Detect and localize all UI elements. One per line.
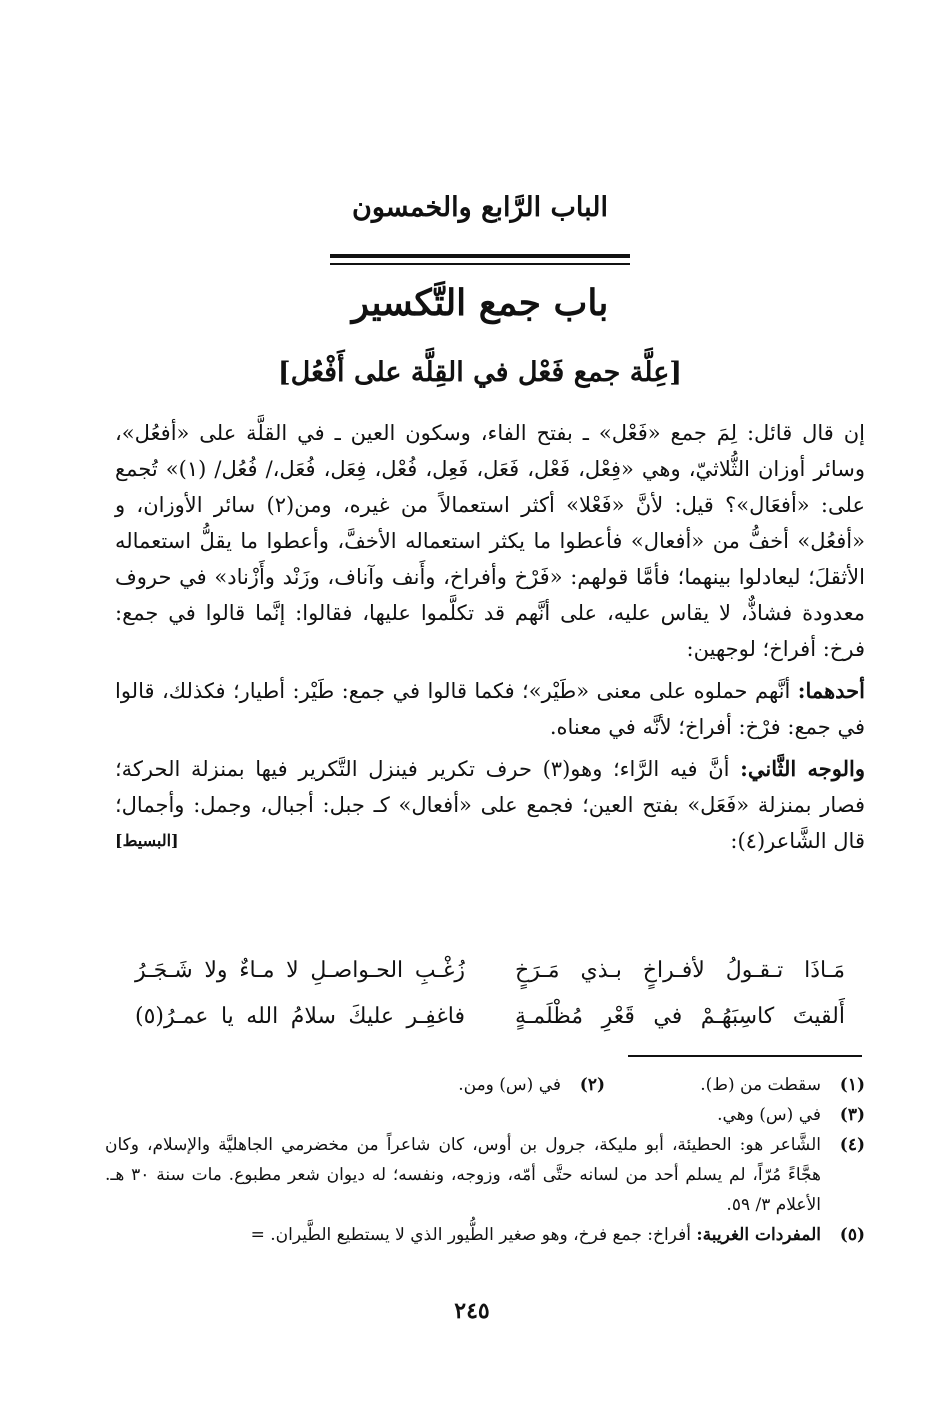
footnote-separator <box>628 1055 862 1057</box>
footnote-1-number: (١) <box>839 1075 865 1095</box>
footnote-5 <box>105 1220 865 1250</box>
heading-rule-thick <box>330 254 630 258</box>
chapter-heading: الباب الرَّابع والخمسون <box>352 192 608 223</box>
footnote-2-number: (٢) <box>579 1075 605 1095</box>
page-title: باب جمع التَّكسير <box>351 282 609 324</box>
heading-rule-thin <box>330 263 630 265</box>
footnote-4-text: الشَّاعر هو: الحطيئة، أبو مليكة، جرول بن أوس، كان شاعراً من مخضرمي الجاهليَّة والإسلام، وكان هجَّاءً مُرّاً، لم يسلم أحد من لسانه حتَّى أمّه، وزوجه، ونفسه؛ له ديوان شعر مطبوع. مات سنة ٣٠ هـ. الأعلام ٣/ ٥٩. <box>105 1135 821 1215</box>
footnote-5-number: (٥) <box>839 1225 865 1245</box>
footnote-3-number: (٣) <box>839 1105 865 1125</box>
paragraph-1: إن قال قائل: لِمَ جمع «فَعْل» ـ بفتح الفاء، وسكون العين ـ في القلَّة على «أفعُل»، وسائر أوزان الثُّلاثيّ، وهي «فِعْل، فَعْل، فَعَل، فَعِل، فُعْل، فِعَل، فُعَل،/ فُعُل/ (١)» تُجمع على: «أفعَال»؟ قيل: لأنَّ «فَعْلا» أكثر استعمالاً من غيره، ومن(٢) سائر الأوزان، و «أفعُل» أخفُّ من «أفعال» فأعطوا ما يكثر استعماله الأخفَّ، وأعطوا ما يقلُّ استعماله الأثقلَ؛ ليعادلوا بينهما؛ فأمَّا قولهم: «فَرْخ وأفراخ، وأَنف وآناف، وزَنْد وأَزْناد» في حروف معدودة فشاذٌّ، لا يقاس عليه، على أنَّهم قد تكلَّموا عليها، فقالوا: إنَّما قالوا في جمع: فرخ: أفراخ؛ لوجهين: <box>115 421 865 661</box>
footnote-4-number: (٤) <box>839 1135 865 1155</box>
footnote-3-text: في (س) وهي. <box>717 1105 821 1125</box>
verse-line-2 <box>135 994 845 1040</box>
footnote-1-text: سقطت من (ط). <box>700 1075 821 1095</box>
footnote-3 <box>105 1100 865 1130</box>
paragraph-2 <box>115 673 865 745</box>
footnote-row-1-2 <box>105 1070 865 1100</box>
verse-line-1-second-hemistich: زُغْـبِ الحـواصـلِ لا مـاءٌ ولا شَـجَـرُ <box>135 958 465 983</box>
footnote-2-text: في (س) ومن. <box>458 1075 561 1095</box>
footnote-2 <box>345 1070 605 1100</box>
footnote-5-lead: المفردات الغريبة: <box>696 1225 821 1245</box>
verse-line-1 <box>135 948 845 994</box>
main-text <box>115 415 865 865</box>
footnote-5-text <box>105 1220 821 1250</box>
footnote-4 <box>105 1130 865 1220</box>
paragraph-3 <box>115 751 865 859</box>
meter-label: [البسيط] <box>115 831 179 850</box>
footnotes <box>105 1070 865 1250</box>
paragraph-2-lead: أحدهما: <box>797 678 865 703</box>
page-number: ٢٤٥ <box>454 1298 490 1324</box>
paragraph-3-lead: والوجه الثَّاني: <box>740 756 865 781</box>
verse-line-2-first-hemistich: أَلقيتَ كاسِبَهُـمْ في قَعْرِ مُظْلَمـةٍ <box>515 1004 845 1029</box>
paragraph-2-text: أنَّهم حملوه على معنى «طَيْر»؛ فكما قالوا في جمع: طَيْر: أطيار؛ فكذلك، قالوا في جمع: فرْخ: أفراخ؛ لأنَّه في معناه. <box>115 679 865 739</box>
footnote-1 <box>605 1070 865 1100</box>
verse-line-2-second-hemistich: فاغفِـر عليكَ سلامُ الله يا عمـرُ(٥) <box>135 1004 465 1029</box>
footnote-5-body: أفراخ: جمع فرخ، وهو صغير الطُّيور الذي لا يستطيع الطَّيران. = <box>250 1225 697 1245</box>
poem-verse <box>135 948 845 1040</box>
verse-line-1-first-hemistich: مَـاذَا تـقـولُ لأفـراخٍ بـذي مَـرَخٍ <box>515 958 845 983</box>
paragraph-3-text: أنَّ فيه الرَّاء؛ وهو(٣) حرف تكرير فينزل التَّكرير فيها بمنزلة الحركة؛ فصار بمنزلة «فَعَل» بفتح العين؛ فجمع على «أفعال» كـ جبل: أجبال، وجمل: وأجمال؛ قال الشَّاعر(٤): <box>115 757 865 853</box>
section-heading: [عِلَّة جمع فَعْل في القِلَّة على أَفْعُل] <box>277 357 683 388</box>
